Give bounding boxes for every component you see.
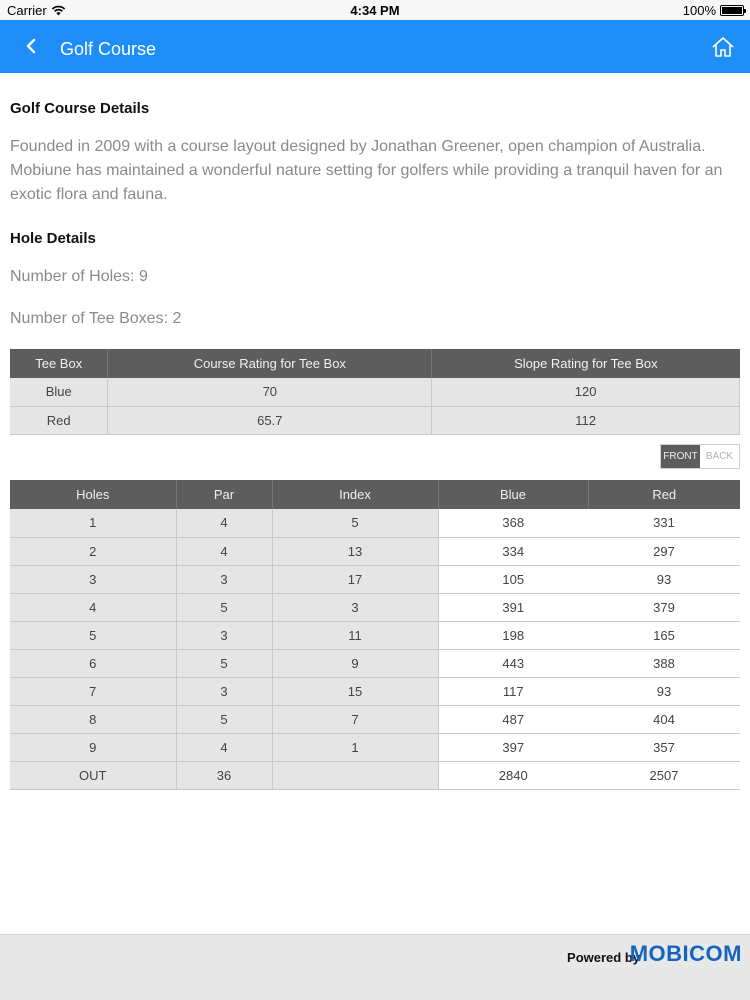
battery-indicator bbox=[683, 3, 744, 18]
table-cell: 93 bbox=[588, 565, 740, 593]
footer bbox=[0, 934, 750, 1000]
mobicom-logo: MOBICOM bbox=[629, 941, 742, 966]
table-cell: 357 bbox=[588, 733, 740, 761]
table-cell: 8 bbox=[10, 705, 176, 733]
table-cell: 397 bbox=[438, 733, 588, 761]
table-cell: 11 bbox=[272, 621, 438, 649]
table-cell: 5 bbox=[176, 705, 272, 733]
table-cell: 3 bbox=[176, 621, 272, 649]
table-cell: 4 bbox=[176, 733, 272, 761]
table-cell: 2507 bbox=[588, 761, 740, 789]
table-cell: 13 bbox=[272, 537, 438, 565]
table-row bbox=[10, 593, 740, 621]
table-row bbox=[10, 705, 740, 733]
table-cell: 105 bbox=[438, 565, 588, 593]
table-cell: 487 bbox=[438, 705, 588, 733]
table-cell: 4 bbox=[10, 593, 176, 621]
table-cell: 9 bbox=[272, 649, 438, 677]
back-toggle-button[interactable]: BACK bbox=[700, 445, 739, 468]
table-cell: 117 bbox=[438, 677, 588, 705]
table-cell: 3 bbox=[10, 565, 176, 593]
table-cell: 93 bbox=[588, 677, 740, 705]
table-row bbox=[10, 537, 740, 565]
table-row bbox=[10, 565, 740, 593]
holes-header-cell: Index bbox=[272, 480, 438, 509]
tee-box-table bbox=[10, 349, 740, 435]
table-row bbox=[10, 649, 740, 677]
table-cell: 198 bbox=[438, 621, 588, 649]
tee-header-cell: Tee Box bbox=[10, 349, 108, 378]
table-cell: OUT bbox=[10, 761, 176, 789]
tee-header-cell: Course Rating for Tee Box bbox=[108, 349, 432, 378]
table-row bbox=[10, 761, 740, 789]
table-cell: 5 bbox=[10, 621, 176, 649]
holes-table-body bbox=[10, 509, 740, 789]
table-cell: 2840 bbox=[438, 761, 588, 789]
table-cell: 36 bbox=[176, 761, 272, 789]
table-cell: 165 bbox=[588, 621, 740, 649]
table-cell bbox=[272, 761, 438, 789]
table-cell: 404 bbox=[588, 705, 740, 733]
table-cell: 5 bbox=[176, 649, 272, 677]
holes-table bbox=[10, 480, 740, 790]
course-details-heading: Golf Course Details bbox=[10, 100, 150, 117]
table-row bbox=[10, 621, 740, 649]
table-cell: 5 bbox=[272, 509, 438, 537]
number-of-tee-boxes: Number of Tee Boxes: 2 bbox=[10, 310, 182, 327]
holes-table-header bbox=[10, 480, 740, 509]
table-cell: 112 bbox=[432, 406, 740, 434]
powered-by-label: Powered by bbox=[567, 950, 640, 965]
table-row bbox=[10, 677, 740, 705]
table-cell: 2 bbox=[10, 537, 176, 565]
battery-percent: 100% bbox=[682, 3, 716, 18]
nav-bar bbox=[0, 20, 750, 73]
table-cell: 3 bbox=[272, 593, 438, 621]
clock: 4:34 PM bbox=[350, 3, 400, 18]
page-title: Golf Course bbox=[60, 39, 157, 59]
status-bar bbox=[0, 0, 750, 20]
tee-table-header bbox=[10, 349, 740, 378]
table-row bbox=[10, 509, 740, 537]
front-back-toggle bbox=[660, 444, 740, 469]
table-cell: 120 bbox=[432, 378, 740, 406]
table-cell: 17 bbox=[272, 565, 438, 593]
front-toggle-button[interactable]: FRONT bbox=[661, 445, 700, 468]
battery-icon bbox=[720, 5, 744, 16]
table-cell: 334 bbox=[438, 537, 588, 565]
table-cell: 388 bbox=[588, 649, 740, 677]
table-cell: 15 bbox=[272, 677, 438, 705]
table-row bbox=[10, 733, 740, 761]
table-row bbox=[10, 378, 740, 406]
holes-header-cell: Blue bbox=[438, 480, 588, 509]
carrier-label: Carrier bbox=[7, 3, 47, 18]
table-cell: 443 bbox=[438, 649, 588, 677]
table-cell: 7 bbox=[10, 677, 176, 705]
holes-header-cell: Red bbox=[588, 480, 740, 509]
hole-details-heading: Hole Details bbox=[10, 230, 96, 247]
table-cell: 3 bbox=[176, 677, 272, 705]
table-cell: 65.7 bbox=[108, 406, 432, 434]
table-cell: 6 bbox=[10, 649, 176, 677]
table-row bbox=[10, 406, 740, 434]
table-cell: Red bbox=[10, 406, 108, 434]
table-cell: 5 bbox=[176, 593, 272, 621]
table-cell: 379 bbox=[588, 593, 740, 621]
table-cell: Blue bbox=[10, 378, 108, 406]
table-cell: 9 bbox=[10, 733, 176, 761]
table-cell: 3 bbox=[176, 565, 272, 593]
table-cell: 1 bbox=[10, 509, 176, 537]
table-cell: 7 bbox=[272, 705, 438, 733]
table-cell: 331 bbox=[588, 509, 740, 537]
table-cell: 368 bbox=[438, 509, 588, 537]
table-cell: 4 bbox=[176, 509, 272, 537]
holes-header-cell: Holes bbox=[10, 480, 176, 509]
table-cell: 1 bbox=[272, 733, 438, 761]
course-description: Founded in 2009 with a course layout designed by Jonathan Greener, open champion of Australia. Mobiune has maintained a wonderful nature setting for golfers while providing a tranquil haven for an exotic flora and fauna. bbox=[10, 138, 723, 203]
table-cell: 391 bbox=[438, 593, 588, 621]
home-icon[interactable] bbox=[711, 36, 735, 58]
table-cell: 297 bbox=[588, 537, 740, 565]
chevron-left-icon[interactable] bbox=[22, 36, 42, 56]
table-cell: 70 bbox=[108, 378, 432, 406]
tee-header-cell: Slope Rating for Tee Box bbox=[432, 349, 740, 378]
number-of-holes: Number of Holes: 9 bbox=[10, 268, 148, 285]
table-cell: 4 bbox=[176, 537, 272, 565]
holes-header-cell: Par bbox=[176, 480, 272, 509]
